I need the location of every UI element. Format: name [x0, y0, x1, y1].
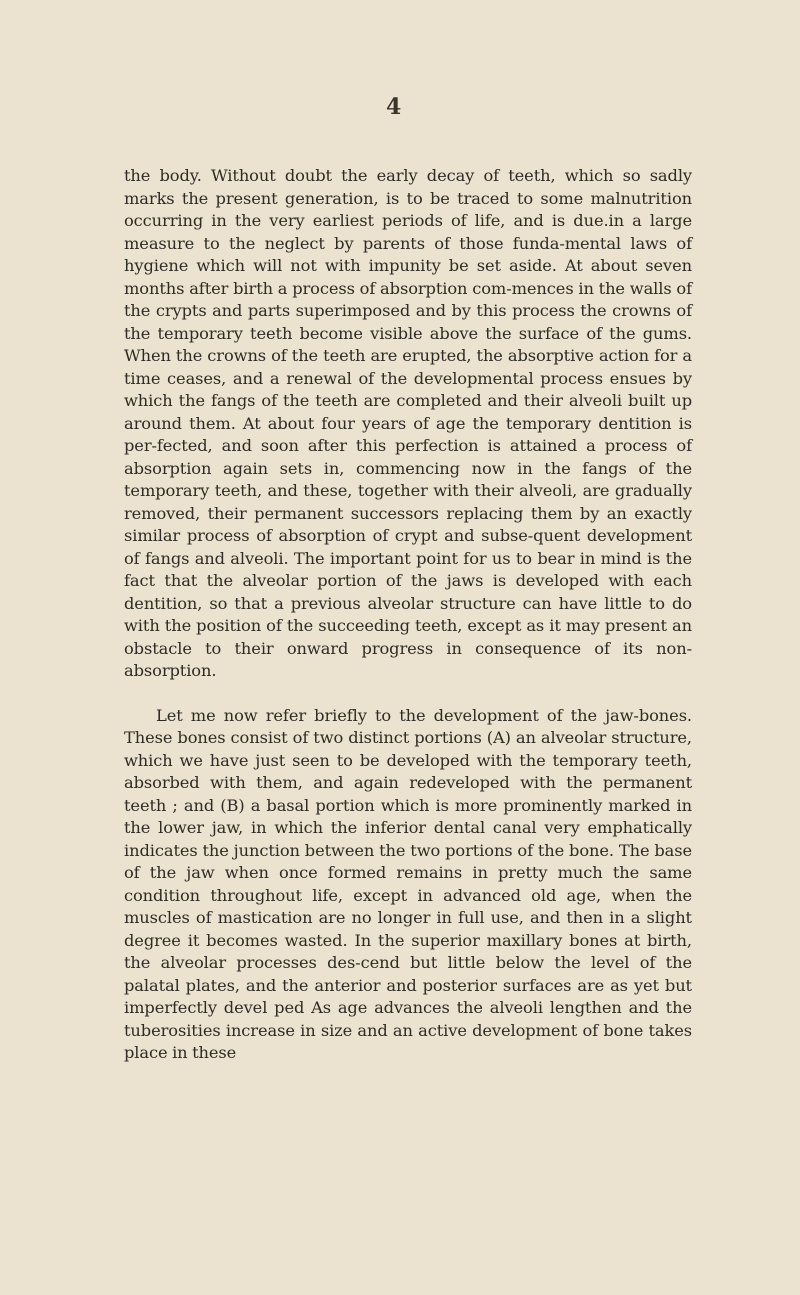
paragraph-2: Let me now refer briefly to the development of the jaw-bones. These bones consist of two distinct portions (A) an alveolar structure, which we have just seen to be developed with the temporary teeth, absorbed with them, and again redeveloped with the permanent teeth ; and (B) a basal portion which is more prominently marked in the lower jaw, in which the inferior dental canal very emphatically indicates the junction between the two portions of the bone. The base of the jaw when once formed remains in pretty much the same condition throughout life, except in advanced old age, when the muscles of mastication are no longer in full use, and then in a slight degree it becomes wasted. In the superior maxillary bones at birth, the alveolar processes des-cend but little below the level of the palatal plates, and the anterior and posterior surfaces are as yet but imperfectly devel ped As age advances the alveoli lengthen and the tuberosities increase in size and an active development of bone takes place in these: [124, 705, 692, 1062]
page-number: 4: [386, 94, 402, 120]
body-text: [124, 165, 692, 1065]
paragraph-1: the body. Without doubt the early decay of teeth, which so sadly marks the present generation, is to be traced to some malnutrition occurring in the very earliest periods of life, and is due.in a large measure to the neglect by parents of those funda-mental laws of hygiene which will not with impunity be set aside. At about seven months after birth a process of absorption com-mences in the walls of the crypts and parts superimposed and by this process the crowns of the temporary teeth become visible above the surface of the gums. When the crowns of the teeth are erupted, the absorptive action for a time ceases, and a renewal of the developmental process ensues by which the fangs of the teeth are completed and their alveoli built up around them. At about four years of age the temporary dentition is per-fected, and soon after this perfection is attained a process of absorption again sets in, commencing now in the fangs of the temporary teeth, and these, together with their alveoli, are gradually removed, their permanent successors replacing them by an exactly similar process of absorption of crypt and subse-quent development of fangs and alveoli. The important point for us to bear in mind is the fact that the alveolar portion of the jaws is developed with each dentition, so that a previous alveolar structure can have little to do with the position of the succeeding teeth, except as it may present an obstacle to their onward progress in consequence of its non-absorption.: [124, 166, 692, 680]
